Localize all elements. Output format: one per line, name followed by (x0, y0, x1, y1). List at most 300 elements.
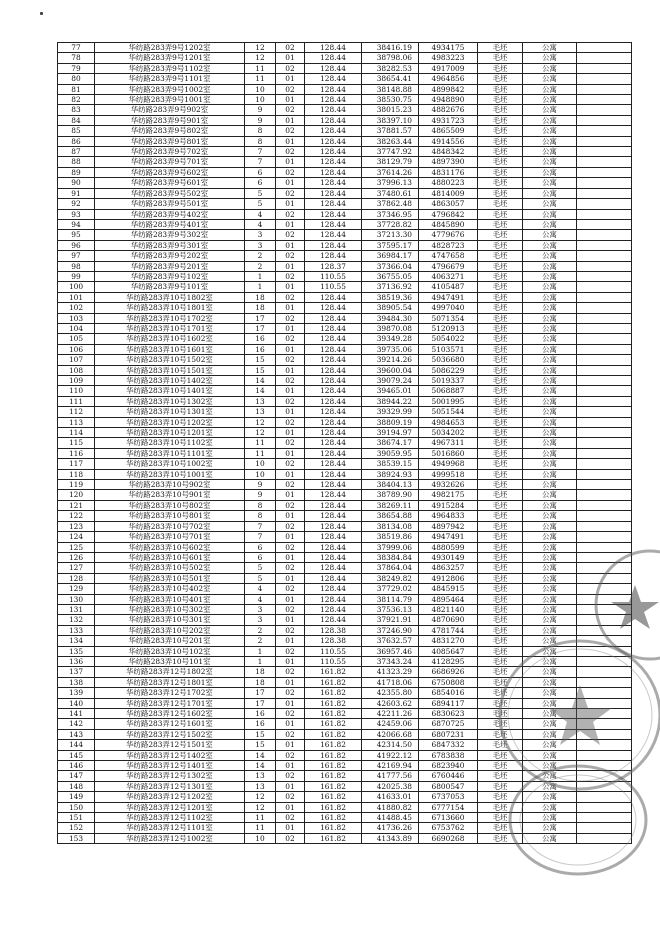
total-price-cell: 4915284 (419, 500, 478, 510)
type-cell: 公寓 (523, 802, 577, 812)
floor-cell: 10 (245, 833, 276, 843)
type-cell: 公寓 (523, 563, 577, 573)
area-cell: 161.82 (305, 719, 362, 729)
row-number-cell: 131 (58, 604, 95, 614)
address-cell: 华纺路283弄9号1102室 (95, 63, 245, 73)
unit-cell: 02 (276, 813, 305, 823)
unit-cell: 01 (276, 740, 305, 750)
table-row (58, 677, 632, 687)
floor-cell: 18 (245, 292, 276, 302)
total-price-cell: 4105487 (419, 282, 478, 292)
row-number-cell: 140 (58, 698, 95, 708)
type-cell: 公寓 (523, 199, 577, 209)
area-cell: 128.44 (305, 584, 362, 594)
table-row (58, 563, 632, 573)
floor-cell: 13 (245, 396, 276, 406)
blank-cell (577, 448, 632, 458)
unit-price-cell: 41736.26 (362, 823, 419, 833)
blank-cell (577, 178, 632, 188)
table-row (58, 178, 632, 188)
type-cell: 公寓 (523, 157, 577, 167)
table-row (58, 43, 632, 53)
row-number-cell: 145 (58, 750, 95, 760)
total-price-cell: 6783838 (419, 750, 478, 760)
unit-cell: 02 (276, 604, 305, 614)
address-cell: 华纺路283弄12号1502室 (95, 729, 245, 739)
total-price-cell: 4949968 (419, 459, 478, 469)
unit-cell: 02 (276, 625, 305, 635)
blank-cell (577, 74, 632, 84)
unit-cell: 02 (276, 438, 305, 448)
address-cell: 华纺路283弄12号1701室 (95, 698, 245, 708)
type-cell: 公寓 (523, 625, 577, 635)
floor-cell: 13 (245, 407, 276, 417)
blank-cell (577, 646, 632, 656)
blank-cell (577, 469, 632, 479)
decoration-cell: 毛坯 (478, 604, 523, 614)
type-cell: 公寓 (523, 490, 577, 500)
area-cell: 161.82 (305, 740, 362, 750)
row-number-cell: 139 (58, 688, 95, 698)
area-cell: 110.55 (305, 656, 362, 666)
floor-cell: 2 (245, 625, 276, 635)
blank-cell (577, 303, 632, 313)
unit-price-cell: 38654.88 (362, 511, 419, 521)
decoration-cell: 毛坯 (478, 157, 523, 167)
address-cell: 华纺路283弄10号201室 (95, 636, 245, 646)
address-cell: 华纺路283弄10号402室 (95, 584, 245, 594)
address-cell: 华纺路283弄10号301室 (95, 615, 245, 625)
floor-cell: 17 (245, 698, 276, 708)
floor-cell: 8 (245, 136, 276, 146)
unit-cell: 02 (276, 63, 305, 73)
unit-price-cell: 38134.08 (362, 521, 419, 531)
total-price-cell: 4947491 (419, 292, 478, 302)
total-price-cell: 4930149 (419, 552, 478, 562)
area-cell: 110.55 (305, 646, 362, 656)
table-row (58, 542, 632, 552)
area-cell: 128.44 (305, 521, 362, 531)
unit-cell: 01 (276, 53, 305, 63)
type-cell: 公寓 (523, 428, 577, 438)
blank-cell (577, 604, 632, 614)
area-cell: 128.44 (305, 178, 362, 188)
address-cell: 华纺路283弄9号402室 (95, 209, 245, 219)
area-cell: 128.44 (305, 313, 362, 323)
table-body (58, 43, 632, 844)
decoration-cell: 毛坯 (478, 209, 523, 219)
unit-price-cell: 39059.95 (362, 448, 419, 458)
area-cell: 128.37 (305, 261, 362, 271)
unit-cell: 02 (276, 292, 305, 302)
row-number-cell: 100 (58, 282, 95, 292)
total-price-cell: 4796679 (419, 261, 478, 271)
floor-cell: 8 (245, 511, 276, 521)
table-row (58, 823, 632, 833)
table-row (58, 251, 632, 261)
floor-cell: 12 (245, 417, 276, 427)
type-cell: 公寓 (523, 167, 577, 177)
floor-cell: 14 (245, 750, 276, 760)
type-cell: 公寓 (523, 147, 577, 157)
decoration-cell: 毛坯 (478, 677, 523, 687)
area-cell: 161.82 (305, 813, 362, 823)
total-price-cell: 4796842 (419, 209, 478, 219)
blank-cell (577, 407, 632, 417)
price-table (57, 42, 632, 844)
unit-cell: 02 (276, 833, 305, 843)
area-cell: 128.44 (305, 344, 362, 354)
address-cell: 华纺路283弄12号1702室 (95, 688, 245, 698)
floor-cell: 6 (245, 542, 276, 552)
unit-cell: 02 (276, 209, 305, 219)
total-price-cell: 6870725 (419, 719, 478, 729)
unit-cell: 01 (276, 282, 305, 292)
address-cell: 华纺路283弄9号601室 (95, 178, 245, 188)
unit-cell: 02 (276, 459, 305, 469)
row-number-cell: 150 (58, 802, 95, 812)
unit-price-cell: 39194.97 (362, 428, 419, 438)
type-cell: 公寓 (523, 407, 577, 417)
floor-cell: 8 (245, 500, 276, 510)
unit-price-cell: 38397.10 (362, 115, 419, 125)
decoration-cell: 毛坯 (478, 667, 523, 677)
floor-cell: 1 (245, 282, 276, 292)
type-cell: 公寓 (523, 95, 577, 105)
unit-cell: 02 (276, 230, 305, 240)
floor-cell: 15 (245, 740, 276, 750)
total-price-cell: 6847332 (419, 740, 478, 750)
table-row (58, 292, 632, 302)
table-row (58, 303, 632, 313)
decoration-cell: 毛坯 (478, 459, 523, 469)
address-cell: 华纺路283弄12号1401室 (95, 761, 245, 771)
address-cell: 华纺路283弄9号301室 (95, 240, 245, 250)
row-number-cell: 110 (58, 386, 95, 396)
table-row (58, 594, 632, 604)
table-row (58, 438, 632, 448)
type-cell: 公寓 (523, 178, 577, 188)
total-price-cell: 6854016 (419, 688, 478, 698)
unit-price-cell: 39079.24 (362, 376, 419, 386)
decoration-cell: 毛坯 (478, 594, 523, 604)
decoration-cell: 毛坯 (478, 688, 523, 698)
floor-cell: 7 (245, 521, 276, 531)
row-number-cell: 108 (58, 365, 95, 375)
unit-price-cell: 39600.04 (362, 365, 419, 375)
price-list-sheet (57, 42, 631, 844)
total-price-cell: 5034202 (419, 428, 478, 438)
unit-price-cell: 38530.75 (362, 95, 419, 105)
unit-cell: 01 (276, 698, 305, 708)
floor-cell: 14 (245, 376, 276, 386)
table-row (58, 584, 632, 594)
floor-cell: 4 (245, 584, 276, 594)
row-number-cell: 101 (58, 292, 95, 302)
address-cell: 华纺路283弄10号1401室 (95, 386, 245, 396)
total-price-cell: 4882676 (419, 105, 478, 115)
unit-price-cell: 38148.88 (362, 84, 419, 94)
unit-cell: 01 (276, 511, 305, 521)
unit-cell: 01 (276, 719, 305, 729)
type-cell: 公寓 (523, 459, 577, 469)
unit-cell: 02 (276, 667, 305, 677)
unit-price-cell: 38282.53 (362, 63, 419, 73)
address-cell: 华纺路283弄10号602室 (95, 542, 245, 552)
row-number-cell: 125 (58, 542, 95, 552)
unit-price-cell: 37728.82 (362, 219, 419, 229)
row-number-cell: 117 (58, 459, 95, 469)
address-cell: 华纺路283弄10号1002室 (95, 459, 245, 469)
address-cell: 华纺路283弄10号1701室 (95, 323, 245, 333)
decoration-cell: 毛坯 (478, 167, 523, 177)
type-cell: 公寓 (523, 396, 577, 406)
unit-cell: 02 (276, 688, 305, 698)
row-number-cell: 136 (58, 656, 95, 666)
decoration-cell: 毛坯 (478, 823, 523, 833)
row-number-cell: 116 (58, 448, 95, 458)
area-cell: 161.82 (305, 698, 362, 708)
unit-cell: 01 (276, 365, 305, 375)
address-cell: 华纺路283弄10号1001室 (95, 469, 245, 479)
floor-cell: 11 (245, 63, 276, 73)
address-cell: 华纺路283弄10号1301室 (95, 407, 245, 417)
type-cell: 公寓 (523, 677, 577, 687)
area-cell: 128.44 (305, 323, 362, 333)
type-cell: 公寓 (523, 271, 577, 281)
address-cell: 华纺路283弄10号401室 (95, 594, 245, 604)
area-cell: 128.44 (305, 95, 362, 105)
unit-cell: 02 (276, 334, 305, 344)
unit-price-cell: 42355.80 (362, 688, 419, 698)
address-cell: 华纺路283弄10号202室 (95, 625, 245, 635)
unit-cell: 02 (276, 542, 305, 552)
decoration-cell: 毛坯 (478, 365, 523, 375)
row-number-cell: 147 (58, 771, 95, 781)
total-price-cell: 4895464 (419, 594, 478, 604)
area-cell: 161.82 (305, 761, 362, 771)
table-row (58, 729, 632, 739)
unit-cell: 02 (276, 105, 305, 115)
total-price-cell: 4964833 (419, 511, 478, 521)
address-cell: 华纺路283弄9号1002室 (95, 84, 245, 94)
area-cell: 128.44 (305, 334, 362, 344)
area-cell: 128.38 (305, 625, 362, 635)
area-cell: 128.44 (305, 53, 362, 63)
unit-cell: 02 (276, 771, 305, 781)
unit-price-cell: 38129.79 (362, 157, 419, 167)
blank-cell (577, 521, 632, 531)
unit-cell: 01 (276, 448, 305, 458)
area-cell: 128.44 (305, 448, 362, 458)
address-cell: 华纺路283弄12号1601室 (95, 719, 245, 729)
area-cell: 161.82 (305, 750, 362, 760)
total-price-cell: 4948890 (419, 95, 478, 105)
total-price-cell: 4781744 (419, 625, 478, 635)
table-row (58, 615, 632, 625)
decoration-cell: 毛坯 (478, 84, 523, 94)
address-cell: 华纺路283弄12号1201室 (95, 802, 245, 812)
row-number-cell: 135 (58, 646, 95, 656)
blank-cell (577, 365, 632, 375)
blank-cell (577, 719, 632, 729)
address-cell: 华纺路283弄12号1002室 (95, 833, 245, 843)
type-cell: 公寓 (523, 500, 577, 510)
type-cell: 公寓 (523, 74, 577, 84)
type-cell: 公寓 (523, 781, 577, 791)
address-cell: 华纺路283弄9号802室 (95, 126, 245, 136)
type-cell: 公寓 (523, 698, 577, 708)
type-cell: 公寓 (523, 334, 577, 344)
unit-cell: 02 (276, 646, 305, 656)
type-cell: 公寓 (523, 448, 577, 458)
unit-price-cell: 42169.94 (362, 761, 419, 771)
unit-price-cell: 39214.26 (362, 355, 419, 365)
blank-cell (577, 230, 632, 240)
type-cell: 公寓 (523, 667, 577, 677)
decoration-cell: 毛坯 (478, 199, 523, 209)
blank-cell (577, 563, 632, 573)
type-cell: 公寓 (523, 833, 577, 843)
unit-price-cell: 38114.79 (362, 594, 419, 604)
decoration-cell: 毛坯 (478, 709, 523, 719)
address-cell: 华纺路283弄9号502室 (95, 188, 245, 198)
blank-cell (577, 105, 632, 115)
table-row (58, 771, 632, 781)
blank-cell (577, 323, 632, 333)
total-price-cell: 5054022 (419, 334, 478, 344)
row-number-cell: 106 (58, 344, 95, 354)
total-price-cell: 5086229 (419, 365, 478, 375)
decoration-cell: 毛坯 (478, 313, 523, 323)
table-row (58, 740, 632, 750)
row-number-cell: 83 (58, 105, 95, 115)
unit-cell: 01 (276, 407, 305, 417)
table-row (58, 334, 632, 344)
decoration-cell: 毛坯 (478, 500, 523, 510)
area-cell: 128.44 (305, 563, 362, 573)
decoration-cell: 毛坯 (478, 813, 523, 823)
area-cell: 128.44 (305, 63, 362, 73)
area-cell: 128.44 (305, 157, 362, 167)
total-price-cell: 4863057 (419, 199, 478, 209)
table-row (58, 63, 632, 73)
blank-cell (577, 188, 632, 198)
unit-price-cell: 38249.82 (362, 573, 419, 583)
blank-cell (577, 750, 632, 760)
type-cell: 公寓 (523, 750, 577, 760)
area-cell: 128.44 (305, 386, 362, 396)
table-row (58, 95, 632, 105)
unit-cell: 02 (276, 521, 305, 531)
row-number-cell: 88 (58, 157, 95, 167)
blank-cell (577, 667, 632, 677)
address-cell: 华纺路283弄10号502室 (95, 563, 245, 573)
floor-cell: 11 (245, 74, 276, 84)
address-cell: 华纺路283弄10号1702室 (95, 313, 245, 323)
unit-price-cell: 38654.41 (362, 74, 419, 84)
total-price-cell: 6753762 (419, 823, 478, 833)
area-cell: 161.82 (305, 823, 362, 833)
type-cell: 公寓 (523, 365, 577, 375)
row-number-cell: 127 (58, 563, 95, 573)
blank-cell (577, 698, 632, 708)
decoration-cell: 毛坯 (478, 292, 523, 302)
area-cell: 128.44 (305, 219, 362, 229)
unit-price-cell: 41718.06 (362, 677, 419, 687)
blank-cell (577, 615, 632, 625)
table-row (58, 417, 632, 427)
unit-price-cell: 38404.13 (362, 480, 419, 490)
row-number-cell: 102 (58, 303, 95, 313)
type-cell: 公寓 (523, 53, 577, 63)
decoration-cell: 毛坯 (478, 656, 523, 666)
area-cell: 128.44 (305, 573, 362, 583)
type-cell: 公寓 (523, 115, 577, 125)
row-number-cell: 152 (58, 823, 95, 833)
area-cell: 161.82 (305, 833, 362, 843)
table-row (58, 698, 632, 708)
row-number-cell: 112 (58, 407, 95, 417)
type-cell: 公寓 (523, 709, 577, 719)
row-number-cell: 93 (58, 209, 95, 219)
row-number-cell: 143 (58, 729, 95, 739)
floor-cell: 4 (245, 209, 276, 219)
unit-cell: 01 (276, 532, 305, 542)
area-cell: 128.38 (305, 636, 362, 646)
type-cell: 公寓 (523, 251, 577, 261)
address-cell: 华纺路283弄9号201室 (95, 261, 245, 271)
decoration-cell: 毛坯 (478, 781, 523, 791)
table-row (58, 53, 632, 63)
address-cell: 华纺路283弄9号501室 (95, 199, 245, 209)
blank-cell (577, 625, 632, 635)
type-cell: 公寓 (523, 480, 577, 490)
floor-cell: 18 (245, 667, 276, 677)
floor-cell: 8 (245, 126, 276, 136)
address-cell: 华纺路283弄12号1602室 (95, 709, 245, 719)
row-number-cell: 107 (58, 355, 95, 365)
table-row (58, 813, 632, 823)
total-price-cell: 5103571 (419, 344, 478, 354)
unit-cell: 01 (276, 656, 305, 666)
total-price-cell: 6713660 (419, 813, 478, 823)
area-cell: 128.44 (305, 136, 362, 146)
unit-price-cell: 37213.30 (362, 230, 419, 240)
table-row (58, 667, 632, 677)
decoration-cell: 毛坯 (478, 438, 523, 448)
table-row (58, 230, 632, 240)
floor-cell: 17 (245, 313, 276, 323)
blank-cell (577, 95, 632, 105)
address-cell: 华纺路283弄10号501室 (95, 573, 245, 583)
total-price-cell: 4865509 (419, 126, 478, 136)
table-row (58, 386, 632, 396)
total-price-cell: 4912806 (419, 573, 478, 583)
area-cell: 161.82 (305, 688, 362, 698)
blank-cell (577, 167, 632, 177)
unit-price-cell: 38519.36 (362, 292, 419, 302)
decoration-cell: 毛坯 (478, 261, 523, 271)
type-cell: 公寓 (523, 355, 577, 365)
area-cell: 128.44 (305, 43, 362, 53)
table-row (58, 833, 632, 843)
row-number-cell: 96 (58, 240, 95, 250)
blank-cell (577, 53, 632, 63)
decoration-cell: 毛坯 (478, 469, 523, 479)
row-number-cell: 79 (58, 63, 95, 73)
blank-cell (577, 282, 632, 292)
